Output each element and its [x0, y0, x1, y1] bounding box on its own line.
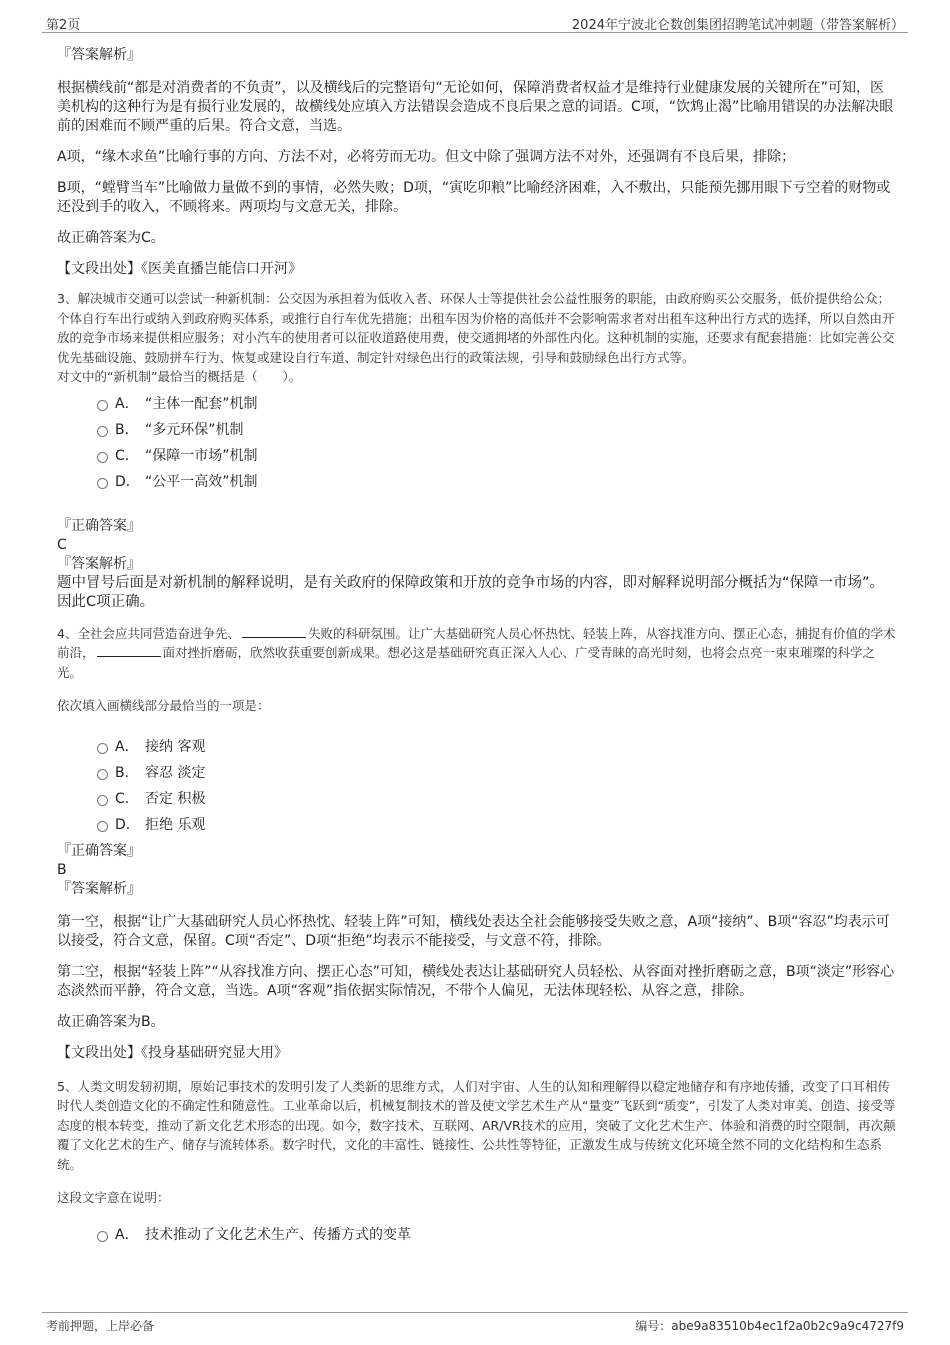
q4-correct-label: 『正确答案』	[57, 842, 141, 859]
q2-source: 【文段出处】《医美直播岂能信口开河》	[57, 261, 302, 277]
q3-correct-label: 『正确答案』	[57, 517, 141, 534]
radio-button[interactable]	[97, 795, 108, 806]
option-letter: A．	[115, 395, 139, 412]
document-code: 编号：abe9a83510b4ec1f2a0b2c9a9c4727f9	[635, 1319, 904, 1333]
option-text: “多元环保”机制	[145, 421, 244, 438]
q3-option-a[interactable]	[57, 391, 897, 417]
q4-analysis-p1: 第一空，根据“让广大基础研究人员心怀热忱、轻装上阵”可知，横线处表达全社会能够接受失败之意，A项“接纳”、B项“容忍”均表示可以接受，符合文意，保留。C项“否定”、D项“拒绝”均表示不能接受，与文意不符，排除。	[57, 913, 890, 949]
q3-analysis: 题中冒号后面是对新机制的解释说明，是有关政府的保障政策和开放的竞争市场的内容，即对解释说明部分概括为“保障一市场”。因此C项正确。	[57, 574, 885, 610]
option-letter: C．	[115, 447, 139, 464]
radio-button[interactable]	[97, 821, 108, 832]
radio-button[interactable]	[97, 400, 108, 411]
q3-analysis-label: 『答案解析』	[57, 555, 141, 572]
page-header	[42, 10, 908, 33]
q5-stem: 5、人类文明发轫初期，原始记事技术的发明引发了人类新的思维方式，人们对宇宙、人生的认知和理解得以稳定地储存和有序地传播，改变了口耳相传时代人类创造文化的不确定性和随意性。工业革命以后，机械复制技术的普及使文学艺术生产从“量变”飞跃到“质变”，引发了人类对审美、创造、接受等态度的根本转变，推动了新文化艺术形态的出现。如今，数字技术、互联网、AR/VR技术的应用，突破了文化艺术生产、体验和消费的时空限制，再次颠覆了文化艺术的生产、储存与流转体系。数字时代，文化的丰富性、链接性、公共性等特征，正激发生成与传统文化环境全然不同的文化结构和生态系统。	[57, 1078, 896, 1172]
option-letter: D．	[115, 473, 140, 490]
q3-question: 对文中的“新机制”最恰当的概括是（ ）。	[57, 369, 302, 384]
page-footer	[42, 1312, 908, 1335]
q5-options	[57, 1222, 897, 1248]
q4-conclusion: 故正确答案为B。	[57, 1013, 165, 1030]
q4-option-b[interactable]	[57, 760, 897, 786]
fill-blank-2	[97, 644, 161, 657]
fill-blank-1	[242, 625, 306, 638]
option-letter: A．	[115, 1226, 139, 1243]
q4-stem	[57, 624, 897, 683]
radio-button[interactable]	[97, 426, 108, 437]
radio-button[interactable]	[97, 1231, 108, 1242]
option-text: 否定 积极	[145, 790, 206, 807]
radio-button[interactable]	[97, 743, 108, 754]
option-text: “保障一市场”机制	[145, 447, 258, 464]
option-text: “主体一配套”机制	[145, 395, 258, 412]
q4-stem-part2: 失败的科研氛围。让广大基础研究人员心怀热忱、轻装上阵，从容找准方向、摆正心态，捕捉有价值的学术前沿，	[57, 625, 896, 660]
q4-analysis-label: 『答案解析』	[57, 880, 141, 897]
q5-option-a[interactable]	[57, 1222, 897, 1248]
option-letter: D．	[115, 816, 140, 833]
q4-stem-part3: 面对挫折磨砺，欣然收获重要创新成果。想必这是基础研究真正深入人心、广受青睐的高光时刻，也将会点亮一束束璀璨的科学之光。	[57, 645, 876, 680]
q2-conclusion: 故正确答案为C。	[57, 230, 165, 246]
q4-correct-answer: B	[57, 861, 67, 878]
option-text: “公平一高效”机制	[145, 473, 258, 490]
q3-option-b[interactable]	[57, 417, 897, 443]
q3-option-c[interactable]	[57, 443, 897, 469]
q4-options	[57, 734, 897, 838]
radio-button[interactable]	[97, 452, 108, 463]
option-letter: B．	[115, 421, 139, 438]
q2-analysis-p1: 根据横线前“都是对消费者的不负责”，以及横线后的完整语句“无论如何，保障消费者权益才是维持行业健康发展的关键所在”可知，医美机构的这种行为是有损行业发展的，故横线处应填入方法错误会造成不良后果之意的词语。C项，“饮鸩止渴”比喻用错误的办法解决眼前的困难而不顾严重的后果。符合文意，当选。	[57, 80, 894, 134]
q3-option-d[interactable]	[57, 469, 897, 495]
q4-stem-part1: 4、全社会应共同营造奋进争先、	[57, 625, 240, 641]
footer-slogan: 考前押题，上岸必备	[46, 1319, 155, 1333]
q4-option-c[interactable]	[57, 786, 897, 812]
option-letter: A．	[115, 738, 139, 755]
page-content	[57, 46, 897, 1248]
q2-analysis-p3: B项，“螳臂当车”比喻做力量做不到的事情，必然失败；D项，“寅吃卯粮”比喻经济困难，入不敷出，只能预先挪用眼下亏空着的财物或还没到手的收入，不顾将来。两项均与文意无关，排除。	[57, 180, 891, 215]
q5-question: 这段文字意在说明：	[57, 1190, 170, 1205]
radio-button[interactable]	[97, 769, 108, 780]
q4-analysis-p2: 第二空，根据“轻装上阵”“从容找准方向、摆正心态”可知，横线处表达让基础研究人员轻松、从容面对挫折磨砺之意，B项“淡定”形容心态淡然而平静，符合文意，当选。A项“客观”指依据实际情况，不带个人偏见，无法体现轻松、从容之意，排除。	[57, 963, 895, 999]
page-number: 第2页	[46, 18, 81, 33]
q2-analysis-p2: A项，“缘木求鱼”比喻行事的方向、方法不对，必将劳而无功。但文中除了强调方法不对外，还强调有不良后果，排除；	[57, 149, 796, 165]
q4-question: 依次填入画横线部分最恰当的一项是：	[57, 698, 270, 713]
option-letter: B．	[115, 764, 139, 781]
option-text: 容忍 淡定	[145, 764, 206, 781]
q3-options	[57, 391, 897, 495]
q3-correct-answer: C	[57, 536, 67, 553]
q4-option-d[interactable]	[57, 812, 897, 838]
q3-stem: 3、解决城市交通可以尝试一种新机制：公交因为承担着为低收入者、环保人士等提供社会公益性服务的职能，由政府购买公交服务，低价提供给公众；个体自行车出行或纳入到政府购买体系，或推行自行车优先措施；出租车因为价格的高低并不会影响需求者对出租车这种出行方式的选择，所以自然由开放的竞争市场来提供相应服务；对小汽车的使用者可以征收道路使用费，使交通拥堵的外部性内化。这种机制的实施，还要求有配套措施：比如完善公交优先基础设施、鼓励拼车行为、恢复或建设自行车道、制定针对绿色出行的政策法规，引导和鼓励绿色出行方式等。	[57, 291, 895, 365]
document-title: 2024年宁波北仑数创集团招聘笔试冲刺题（带答案解析）	[571, 18, 904, 33]
q2-analysis-label: 『答案解析』	[57, 47, 141, 63]
option-letter: C．	[115, 790, 139, 807]
option-text: 接纳 客观	[145, 738, 206, 755]
radio-button[interactable]	[97, 478, 108, 489]
option-text: 拒绝 乐观	[145, 816, 206, 833]
q4-option-a[interactable]	[57, 734, 897, 760]
q4-source: 【文段出处】《投身基础研究显大用》	[57, 1044, 288, 1061]
option-text: 技术推动了文化艺术生产、传播方式的变革	[145, 1226, 411, 1243]
